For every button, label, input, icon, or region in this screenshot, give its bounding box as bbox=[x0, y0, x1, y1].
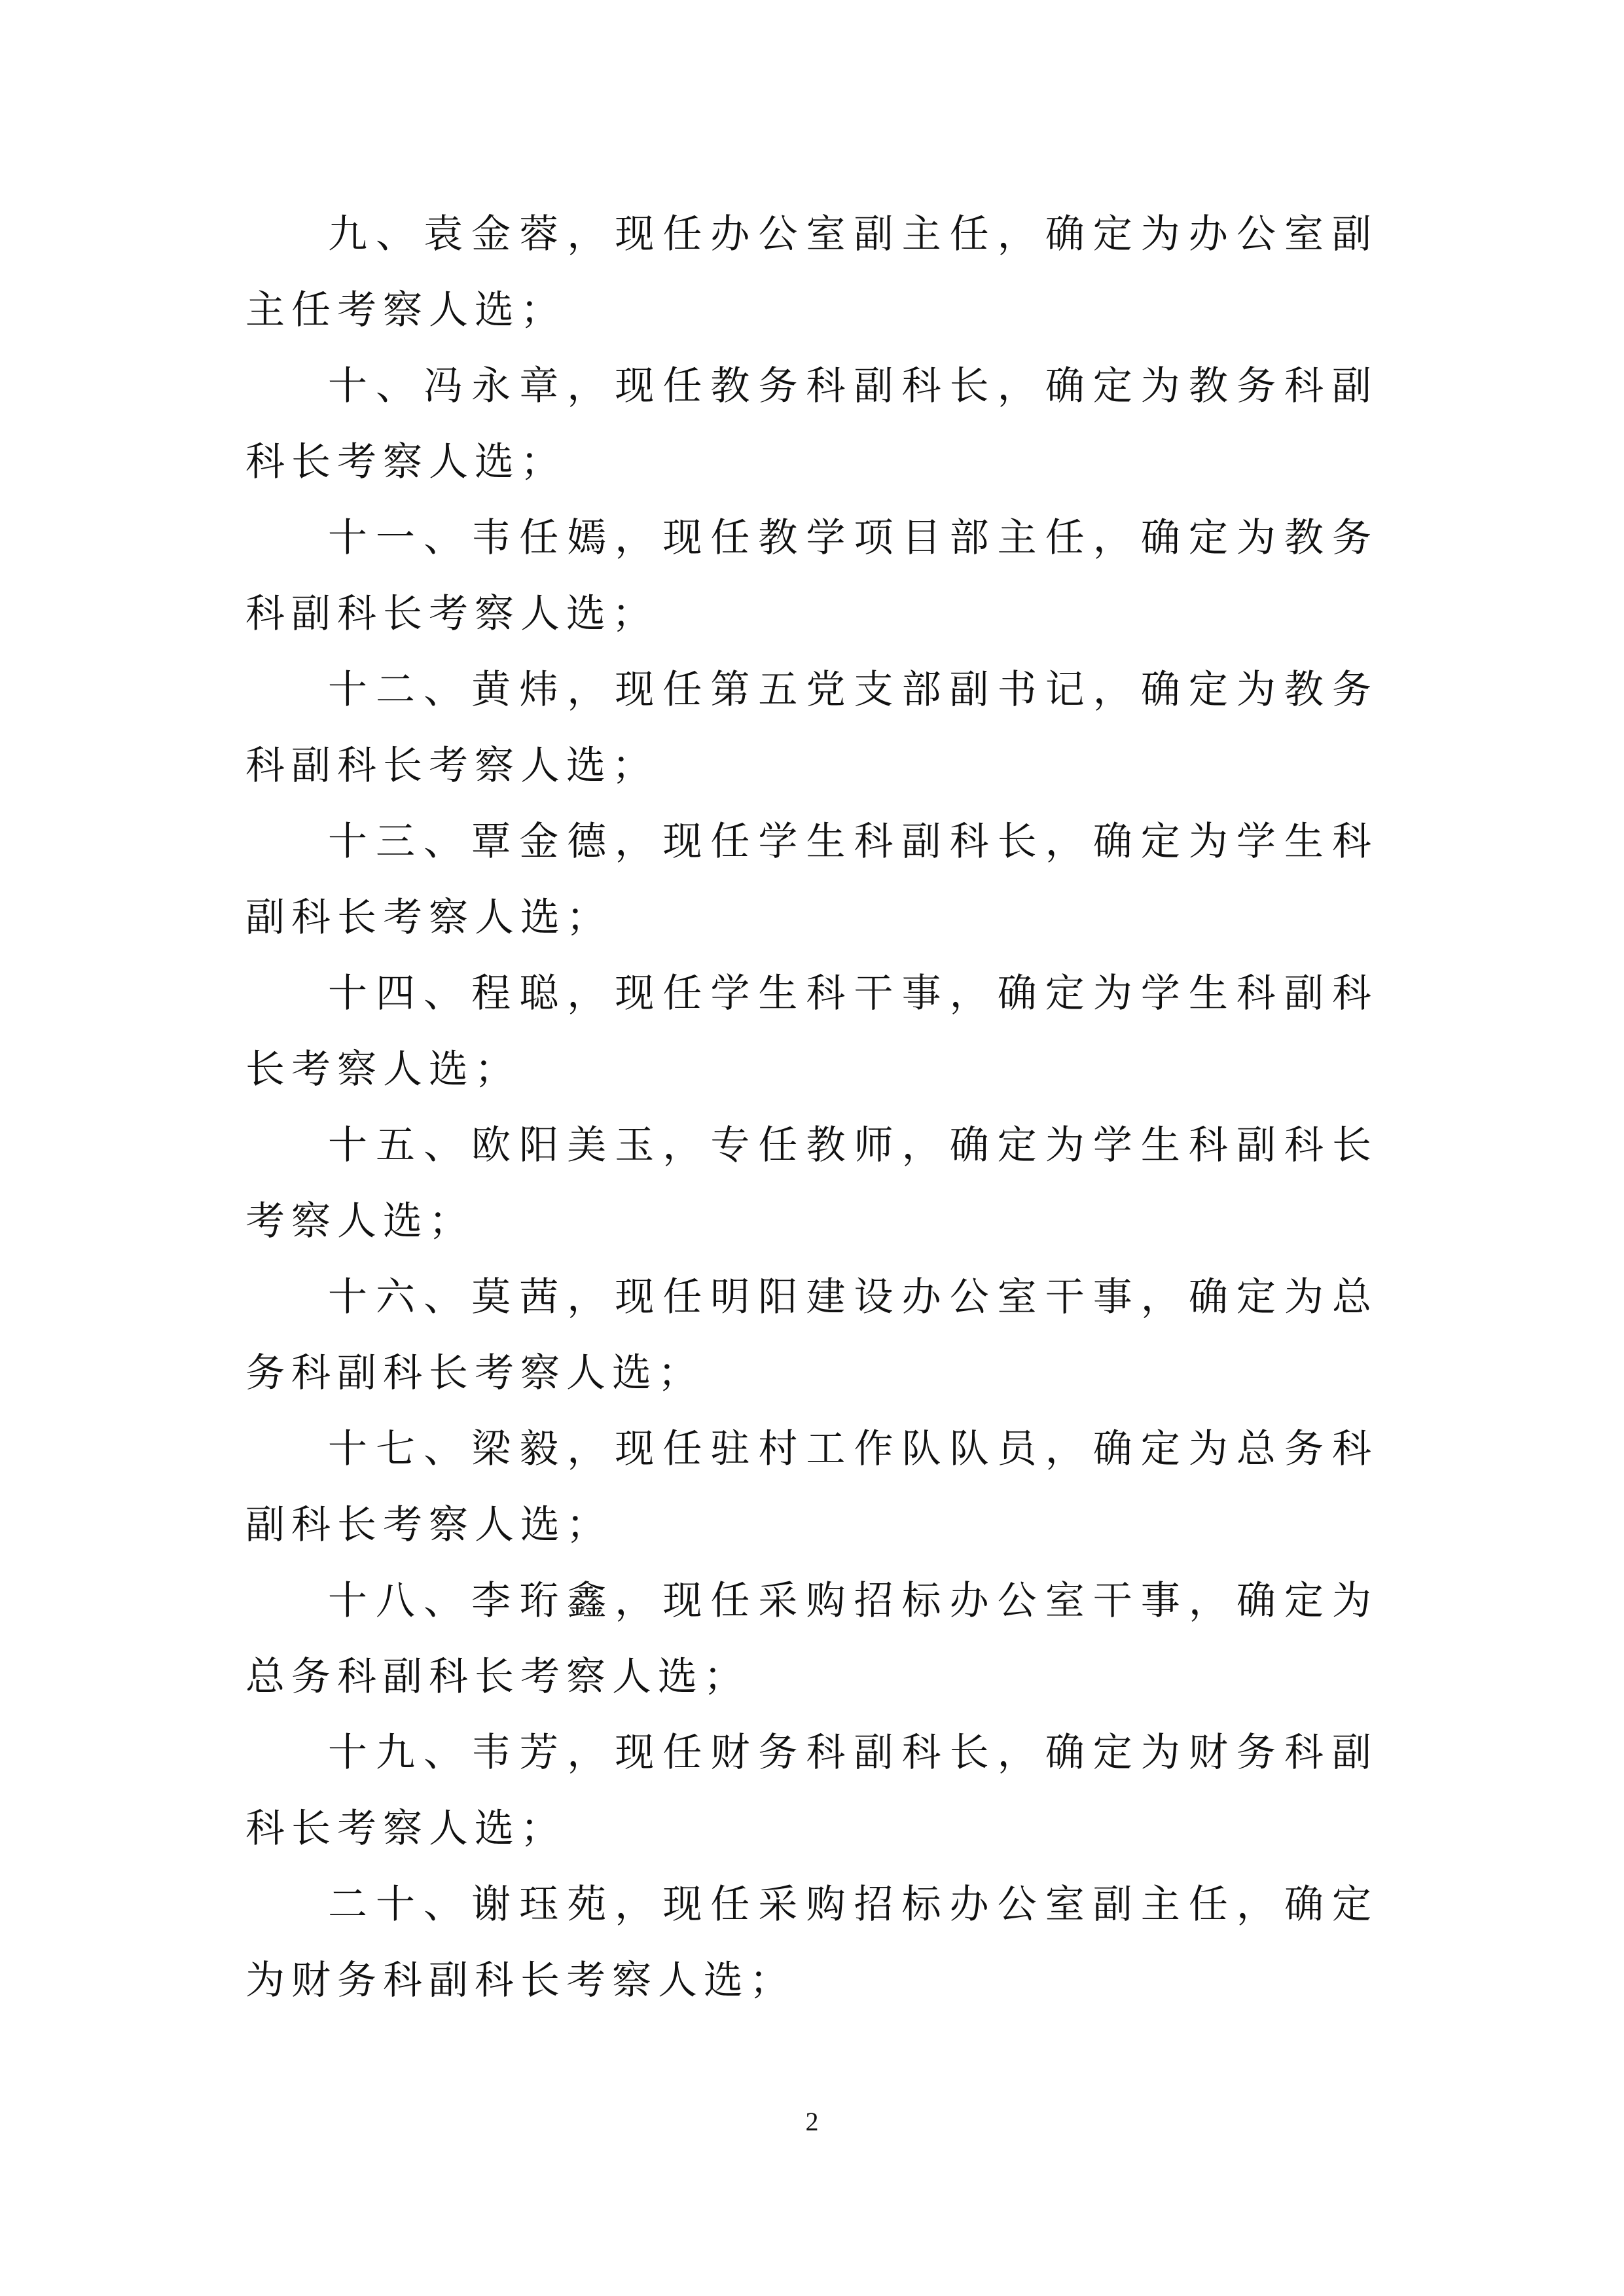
paragraph-item-18: 十八、李珩鑫，现任采购招标办公室干事，确定为总务科副科长考察人选； bbox=[245, 1578, 1378, 1700]
document-body bbox=[245, 196, 1378, 2018]
paragraph-item-16: 十六、莫茜，现任明阳建设办公室干事，确定为总务科副科长考察人选； bbox=[245, 1274, 1378, 1396]
page-number: 2 bbox=[805, 2107, 819, 2136]
paragraph-item-14: 十四、程聪，现任学生科干事，确定为学生科副科长考察人选； bbox=[245, 971, 1378, 1092]
paragraph-item-12: 十二、黄炜，现任第五党支部副书记，确定为教务科副科长考察人选； bbox=[245, 667, 1378, 789]
paragraph-item-10: 十、冯永章，现任教务科副科长，确定为教务科副科长考察人选； bbox=[245, 363, 1378, 485]
paragraph-item-9: 九、袁金蓉，现任办公室副主任，确定为办公室副主任考察人选； bbox=[245, 211, 1378, 333]
paragraph-item-17: 十七、梁毅，现任驻村工作队队员，确定为总务科副科长考察人选； bbox=[245, 1426, 1378, 1548]
paragraph-item-11: 十一、韦任嫣，现任教学项目部主任，确定为教务科副科长考察人选； bbox=[245, 515, 1378, 637]
paragraph-item-13: 十三、覃金德，现任学生科副科长，确定为学生科副科长考察人选； bbox=[245, 819, 1378, 941]
paragraph-item-19: 十九、韦芳，现任财务科副科长，确定为财务科副科长考察人选； bbox=[245, 1730, 1378, 1852]
paragraph-item-15: 十五、欧阳美玉，专任教师，确定为学生科副科长考察人选； bbox=[245, 1122, 1378, 1244]
paragraph-item-20: 二十、谢珏苑，现任采购招标办公室副主任，确定为财务科副科长考察人选； bbox=[245, 1882, 1378, 2003]
